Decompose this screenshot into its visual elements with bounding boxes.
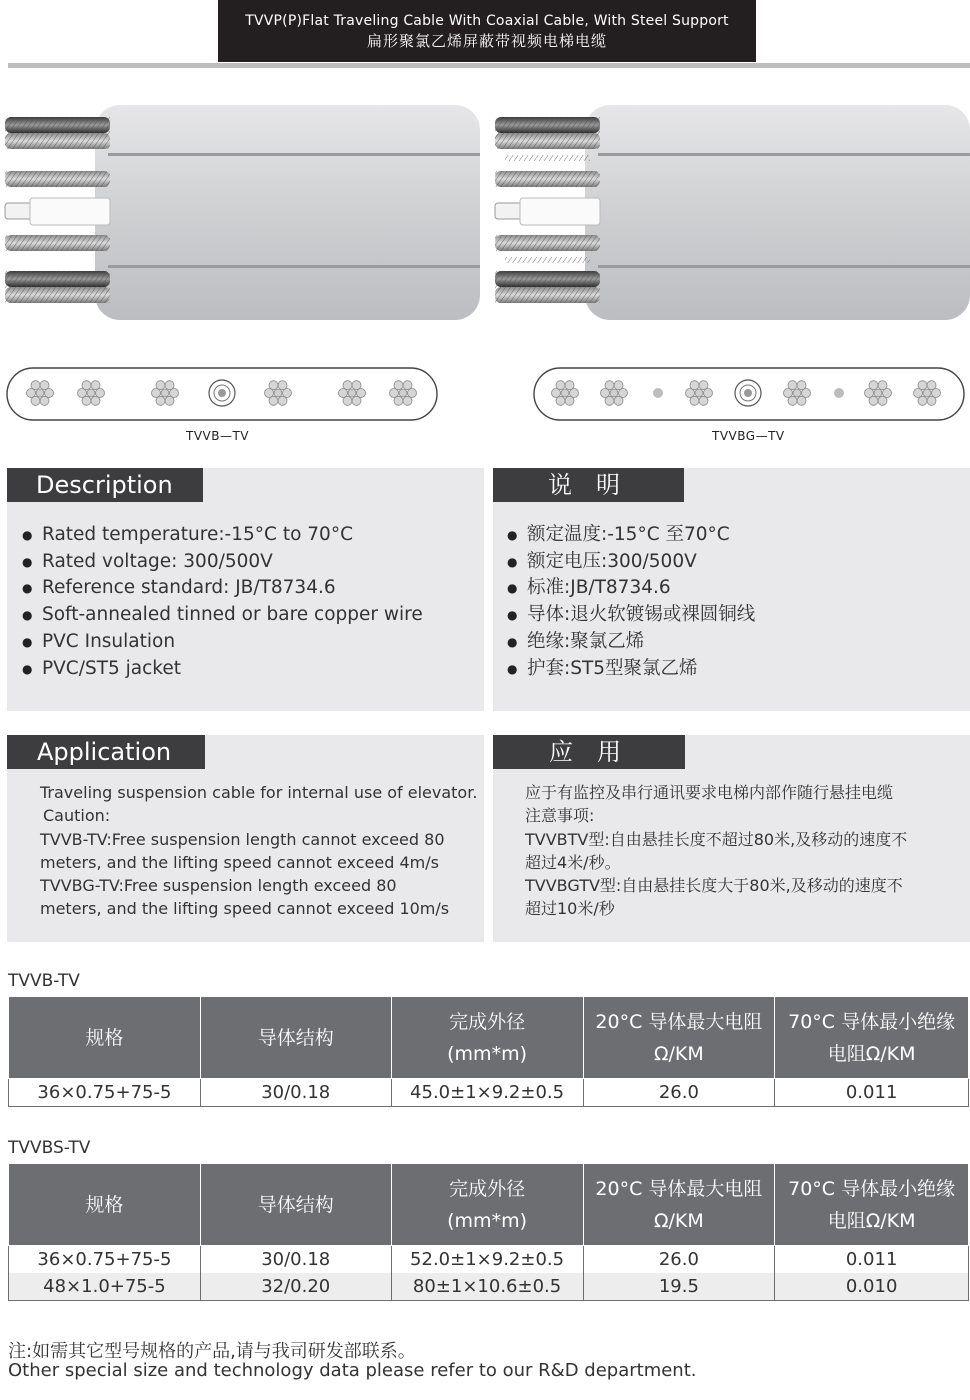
note-zh: 注:如需其它型号规格的产品,请与我司研发部联系。 — [8, 1341, 416, 1362]
table2-label: TVVBS-TV — [8, 1138, 91, 1158]
description-list-en — [22, 522, 423, 682]
text-line: TVVBTV型:自由悬挂长度不超过80米,及移动的速度不 — [525, 829, 908, 849]
text-line: TVVB-TV:Free suspension length cannot exceed 80 — [40, 829, 445, 849]
header-diameter: 完成外径 (mm*m) — [391, 1164, 583, 1246]
text-line: 注意事项: — [525, 806, 595, 826]
header-spec: 规格 — [9, 997, 201, 1079]
text-line: Caution: — [43, 806, 111, 826]
table1-label: TVVB-TV — [8, 971, 80, 991]
description-list-zh — [507, 522, 755, 682]
list-item: ● 绝缘:聚氯乙烯 — [507, 629, 755, 656]
coaxial-core — [209, 380, 235, 406]
cell-structure: 32/0.20 — [200, 1273, 391, 1301]
text-line: TVVBGTV型:自由悬挂长度大于80米,及移动的速度不 — [525, 876, 903, 896]
list-item: ● Rated temperature:-15°C to 70°C — [22, 522, 423, 549]
application-text-zh — [525, 781, 907, 921]
list-item: ● PVC Insulation — [22, 629, 423, 656]
header-spec: 规格 — [9, 1164, 201, 1246]
cross-section-tvvb-tv — [5, 365, 440, 423]
text-line: meters, and the lifting speed cannot exceed 10m/s — [40, 899, 450, 919]
cell-resistance: 19.5 — [583, 1273, 775, 1301]
table-row — [9, 1273, 969, 1301]
header-banner — [218, 0, 756, 62]
text-line: meters, and the lifting speed cannot exceed 4m/s — [40, 852, 439, 872]
list-item: ● PVC/ST5 jacket — [22, 656, 423, 683]
text-line: TVVBG-TV:Free suspension length exceed 80 — [40, 876, 397, 896]
cell-spec: 48×1.0+75-5 — [9, 1273, 201, 1301]
steel-support — [653, 388, 663, 398]
list-item: ● Rated voltage: 300/500V — [22, 549, 423, 576]
cell-spec: 36×0.75+75-5 — [9, 1079, 201, 1107]
cable-illustration-left — [0, 95, 485, 330]
application-title-en: Application — [37, 738, 172, 766]
cell-diameter: 45.0±1×9.2±0.5 — [391, 1079, 583, 1107]
note-en: Other special size and technology data please refer to our R&D department. — [8, 1360, 697, 1381]
application-title-zh: 应 用 — [549, 738, 621, 766]
spec-table-tvvbs-tv — [8, 1163, 969, 1301]
table-row — [9, 1246, 969, 1274]
description-title-en: Description — [36, 471, 173, 499]
application-tab-en — [7, 735, 205, 769]
title-zh: 扁形聚氯乙烯屏蔽带视频电梯电缆 — [366, 32, 607, 50]
cell-spec: 36×0.75+75-5 — [9, 1246, 201, 1274]
coaxial-core — [735, 380, 761, 406]
list-item: ● 护套:ST5型聚氯乙烯 — [507, 656, 755, 683]
header-structure: 导体结构 — [200, 997, 391, 1079]
header-resistance: 20°C 导体最大电阻 Ω/KM — [583, 997, 775, 1079]
cell-resistance: 26.0 — [583, 1246, 775, 1274]
list-item: ● 标准:JB/T8734.6 — [507, 575, 755, 602]
cell-insulation: 0.011 — [775, 1079, 969, 1107]
header-structure: 导体结构 — [200, 1164, 391, 1246]
header-insulation: 70°C 导体最小绝缘 电阻Ω/KM — [775, 1164, 969, 1246]
diagram-code-right: TVVBG—TV — [712, 429, 785, 443]
list-item: ● 额定电压:300/500V — [507, 549, 755, 576]
title-en: TVVP(P)Flat Traveling Cable With Coaxial Cable, With Steel Support — [245, 13, 729, 29]
diagram-code-left: TVVB—TV — [186, 429, 250, 443]
text-line: 超过4米/秒。 — [525, 852, 621, 872]
cross-section-tvvbg-tv — [532, 365, 967, 423]
cell-structure: 30/0.18 — [200, 1246, 391, 1274]
text-line: Traveling suspension cable for internal use of elevator. — [40, 783, 478, 802]
cell-resistance: 26.0 — [583, 1079, 775, 1107]
header-diameter: 完成外径 (mm*m) — [391, 997, 583, 1079]
cell-insulation: 0.011 — [775, 1246, 969, 1274]
header-resistance: 20°C 导体最大电阻 Ω/KM — [583, 1164, 775, 1246]
application-tab-zh — [493, 735, 685, 769]
header-rule — [8, 63, 970, 68]
text-line: 应于有监控及串行通讯要求电梯内部作随行悬挂电缆 — [525, 783, 894, 802]
steel-support — [834, 388, 844, 398]
list-item: ● Reference standard: JB/T8734.6 — [22, 575, 423, 602]
description-tab-en — [7, 468, 203, 502]
description-tab-zh — [493, 468, 684, 502]
table-row — [9, 1079, 969, 1107]
cell-insulation: 0.010 — [775, 1273, 969, 1301]
cell-diameter: 80±1×10.6±0.5 — [391, 1273, 583, 1301]
text-line: 超过10米/秒 — [525, 899, 615, 919]
table-header-row — [9, 1164, 969, 1246]
list-item: ● 导体:退火软镀锡或裸圆铜线 — [507, 602, 755, 629]
spec-table-tvvb-tv — [8, 996, 969, 1107]
description-title-zh: 说 明 — [548, 471, 620, 499]
list-item: ● Soft-annealed tinned or bare copper wire — [22, 602, 423, 629]
header-insulation: 70°C 导体最小绝缘 电阻Ω/KM — [775, 997, 969, 1079]
list-item: ● 额定温度:-15°C 至70°C — [507, 522, 755, 549]
application-text-en — [40, 781, 477, 921]
cable-illustration-right — [490, 95, 970, 330]
cell-diameter: 52.0±1×9.2±0.5 — [391, 1246, 583, 1274]
table-header-row — [9, 997, 969, 1079]
cell-structure: 30/0.18 — [200, 1079, 391, 1107]
